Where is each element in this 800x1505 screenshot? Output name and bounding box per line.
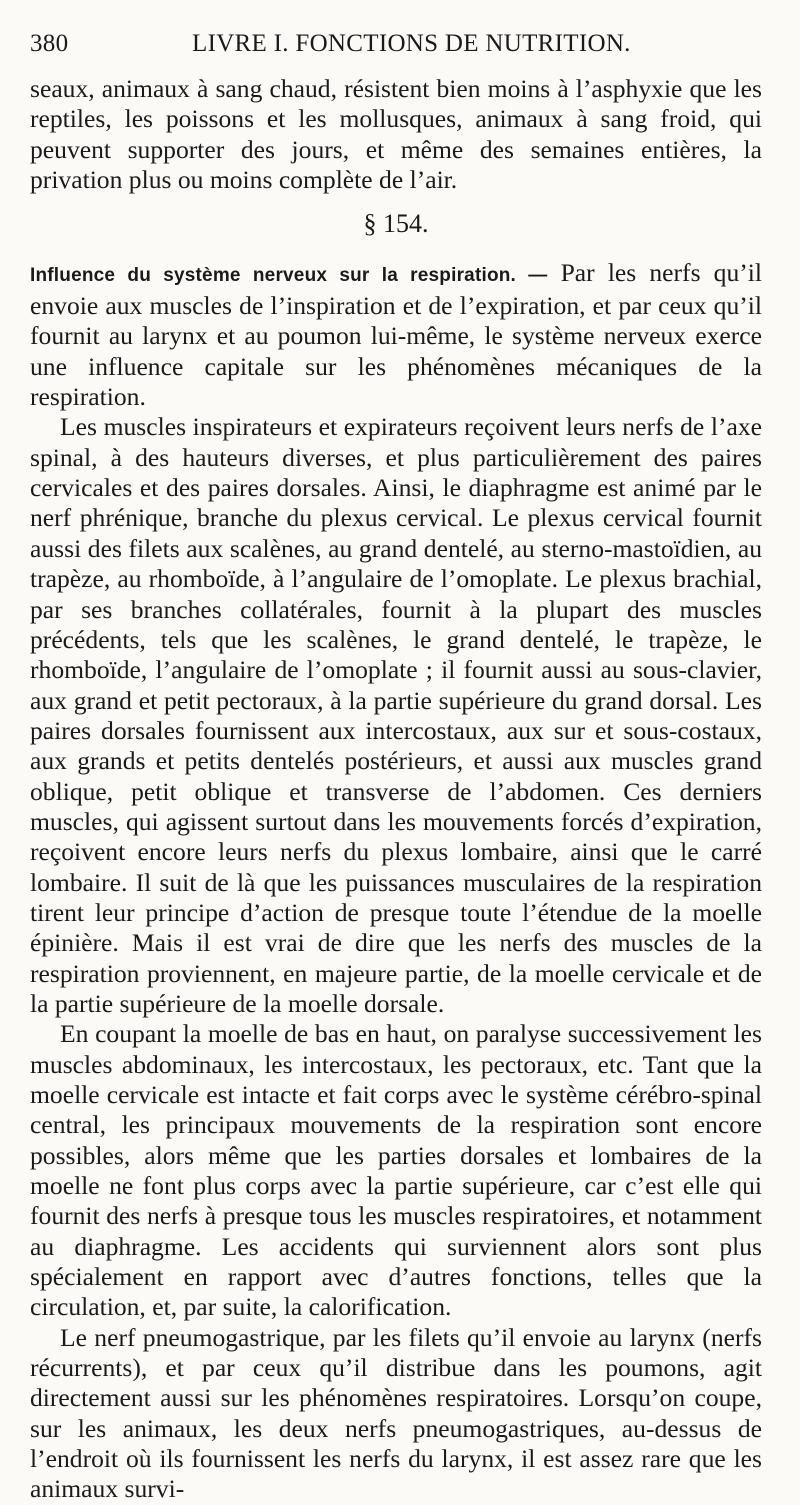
paragraph-moelle: En coupant la moelle de bas en haut, on paralyse successivement les muscles abdominaux, les intercostaux, les pectoraux, etc. Tant que la moelle cervicale est intacte et fait corps avec le système cérébro-spinal central, les principaux mouvements de la respiration sont encore possibles, alors même que les parties dorsales et lombaires de la moelle ne font plus corps avec la partie supérieure, car c’est elle qui fournit des nerfs à presque tous les muscles respiratoires, et notamment au diaphragme. Les accidents qui surviennent alors sont plus spécialement en rapport avec d’autres fonctions, telles que la circulation, et, par suite, la calorification. <box>30 1019 762 1322</box>
paragraph-muscles: Les muscles inspirateurs et expirateurs reçoivent leurs nerfs de l’axe spinal, à des hauteurs diverses, et plus particulièrement des paires cervicales et des paires dorsales. Ainsi, le diaphragme est animé par le nerf phrénique, branche du plexus cervical. Le plexus cervical fournit aussi des filets aux scalènes, au grand dentelé, au sterno-mastoïdien, au trapèze, au rhomboïde, à l’angulaire de l’omoplate. Le plexus brachial, par ses branches collatérales, fournit à la plupart des muscles précédents, tels que les scalènes, le grand dentelé, le trapèze, le rhomboïde, l’angulaire de l’omoplate ; il fournit aussi au sous-clavier, aux grand et petit pectoraux, à la partie supérieure du grand dorsal. Les paires dorsales fournissent aux intercostaux, aux sur et sous-costaux, aux grands et petits dentelés postérieurs, et aussi aux muscles grand oblique, petit oblique et transverse de l’abdomen. Ces derniers muscles, qui agissent surtout dans les mouvements forcés d’expiration, reçoivent encore leurs nerfs du plexus lombaire, ainsi que le carré lombaire. Il suit de là que les puissances musculaires de la respiration tirent leur principe d’action de presque toute l’étendue de la moelle épinière. Mais il est vrai de dire que les nerfs des muscles de la respiration proviennent, en majeure partie, de la moelle cervicale et de la partie supérieure de la moelle dorsale. <box>30 412 762 1018</box>
paragraph-continuation: seaux, animaux à sang chaud, résistent bien moins à l’asphyxie que les reptiles, les poissons et les mollusques, animaux à sang froid, qui peuvent supporter des jours, et même des semaines entières, la privation plus ou moins complète de l’air. <box>30 74 762 195</box>
paragraph-heading: Influence du système nerveux sur la respiration. — <box>30 264 548 286</box>
running-title: LIVRE I. FONCTIONS DE NUTRITION. <box>192 30 631 57</box>
paragraph-pneumogastrique: Le nerf pneumogastrique, par les filets qu’il envoie au larynx (nerfs récurrents), et par ceux qu’il distribue dans les poumons, agit directement aussi sur les phénomènes respiratoires. Lorsqu’on coupe, sur les animaux, les deux nerfs pneumogastriques, au-dessus de l’endroit où ils fournissent les nerfs du larynx, il est assez rare que les animaux survi- <box>30 1322 762 1504</box>
paragraph-influence <box>30 258 762 413</box>
paragraph-influence-text: Par les nerfs qu’il envoie aux muscles de l’inspiration et de l’expiration, et par ceux qu’il fournit au larynx et au poumon lui-même, le système nerveux exerce une influence capitale sur les phénomènes mécaniques de la respiration. <box>30 257 762 412</box>
section-number: § 154. <box>363 209 429 239</box>
body-text <box>30 74 762 1505</box>
running-head <box>30 30 762 74</box>
page-number: 380 <box>30 30 69 57</box>
